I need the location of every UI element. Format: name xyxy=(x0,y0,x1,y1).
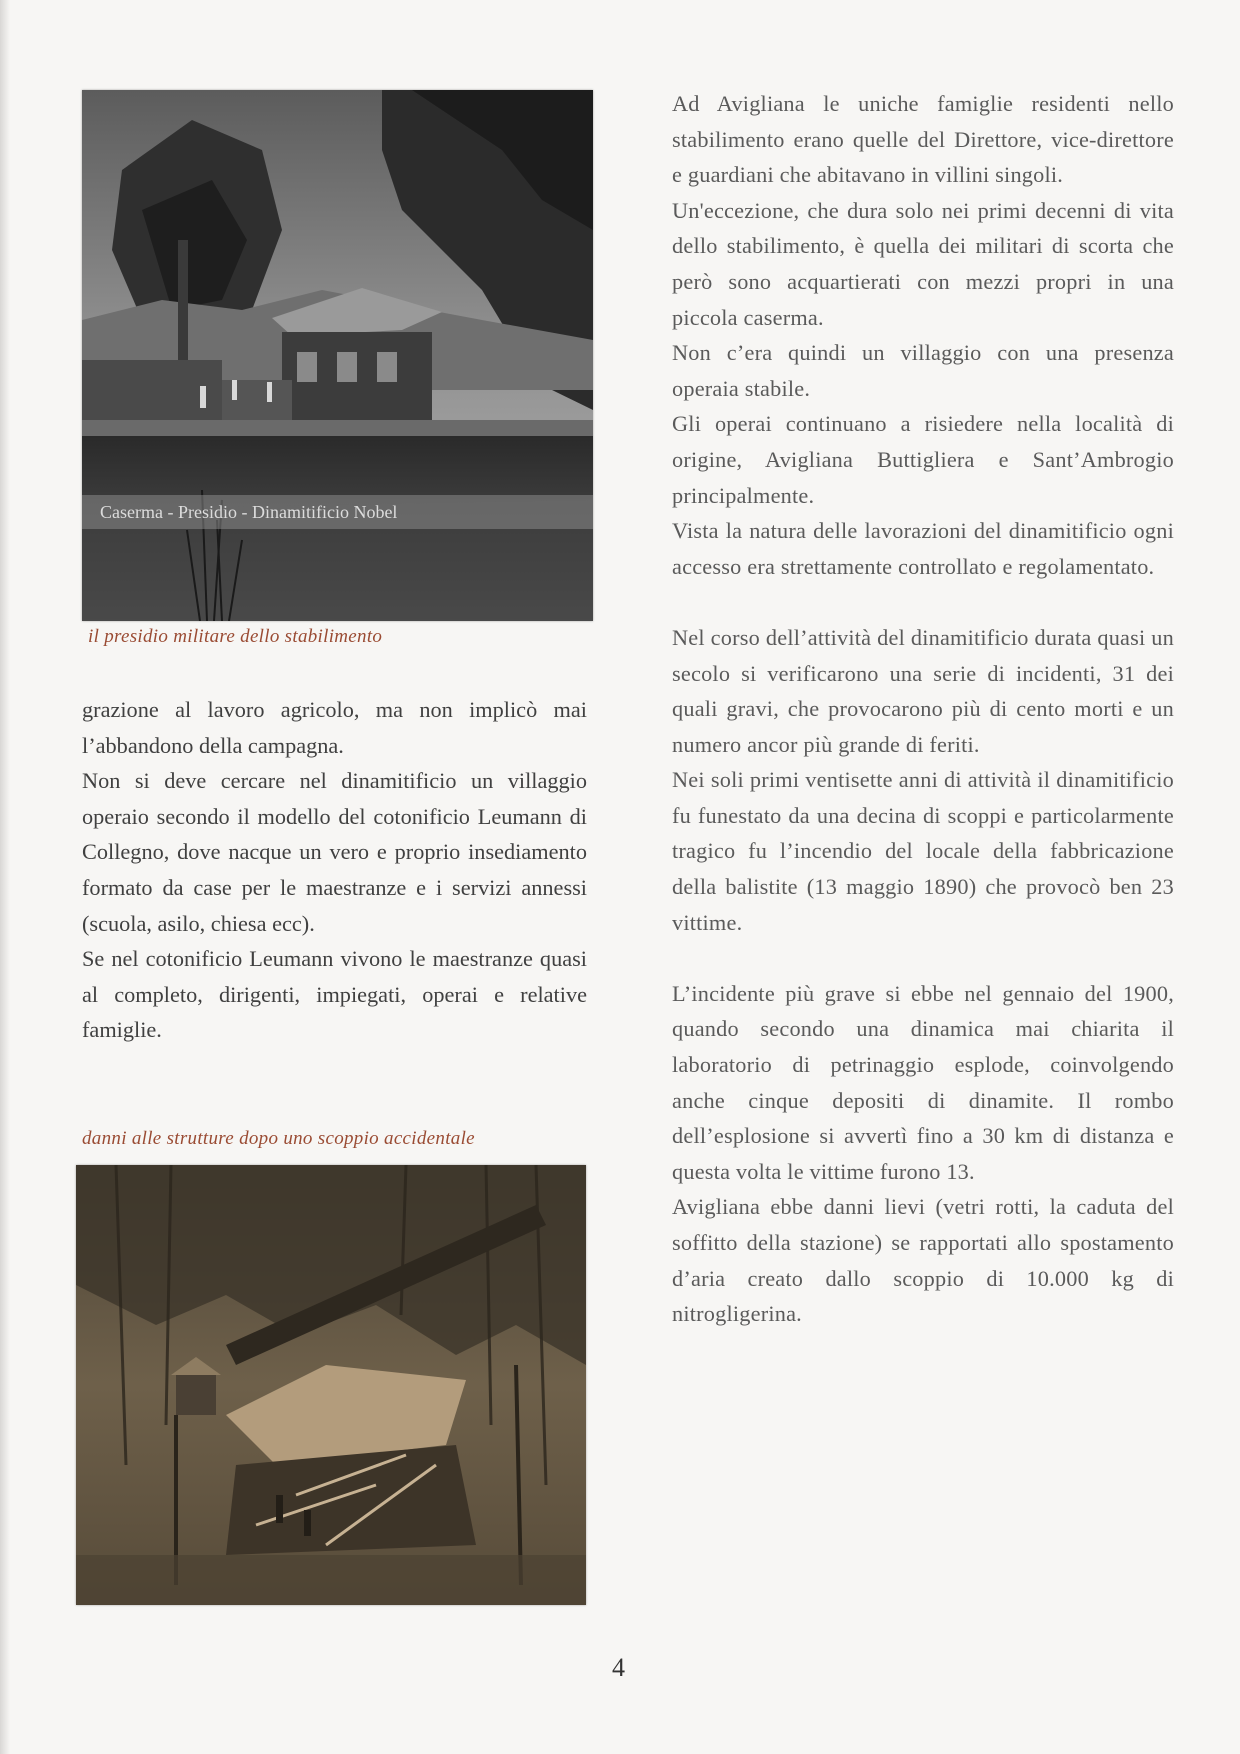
right-paragraph-3: Non c’era quindi un villaggio con una presenza operaia stabile. xyxy=(672,340,1174,401)
right-paragraph-7: Nei soli primi ventisette anni di attività il dinamitificio fu funestato da una decina di scoppi e particolarmente tragico fu l’incendio del locale della fabbricazione della balistite (13 maggio 1890) che provocò ben 23 vittime. xyxy=(672,767,1174,935)
left-paragraph-2: Non si deve cercare nel dinamitificio un villaggio operaio secondo il modello del cotonificio Leumann di Collegno, dove nacque un vero e proprio insediamento formato da case per le maestranze e i servizi annessi (scuola, asilo, chiesa ecc). xyxy=(82,768,587,936)
right-paragraph-2: Un'eccezione, che dura solo nei primi decenni di vita dello stabilimento, è quella dei militari di scorta che però sono acquartierati con mezzi propri in una piccola caserma. xyxy=(672,197,1174,330)
photo-garrison xyxy=(82,90,593,621)
right-column-text xyxy=(672,86,1174,1332)
right-paragraph-6: Nel corso dell’attività del dinamitificio durata quasi un secolo si verificarono una serie di incidenti, 31 dei quali gravi, che provocarono più di cento morti e un numero ancor più grande di feriti. xyxy=(672,624,1174,757)
photo-damage-image xyxy=(76,1165,586,1605)
photo-damage xyxy=(76,1165,586,1605)
left-column-text xyxy=(82,692,587,1048)
right-paragraph-8: L’incidente più grave si ebbe nel gennaio del 1900, quando secondo una dinamica mai chiarita il laboratorio di petrinaggio esplode, coinvolgendo anche cinque depositi di dinamite. Il rombo dell’esplosione si avvertì fino a 30 km di distanza e questa volta le vittime furono 13. xyxy=(672,980,1174,1184)
right-paragraph-9: Avigliana ebbe danni lievi (vetri rotti, la caduta del soffitto della stazione) se rapportati allo spostamento d’aria creato dallo scoppio di 10.000 kg di nitrogligerina. xyxy=(672,1194,1174,1327)
left-paragraph-3: Se nel cotonificio Leumann vivono le maestranze quasi al completo, dirigenti, impiegati, operai e relative famiglie. xyxy=(82,946,587,1043)
right-paragraph-4: Gli operai continuano a risiedere nella località di origine, Avigliana Buttigliera e Sant’Ambrogio principalmente. xyxy=(672,411,1174,508)
scan-edge-shadow xyxy=(0,0,10,1754)
left-paragraph-1: grazione al lavoro agricolo, ma non implicò mai l’abbandono della campagna. xyxy=(82,697,587,758)
right-paragraph-1: Ad Avigliana le uniche famiglie residenti nello stabilimento erano quelle del Direttore, vice-direttore e guardiani che abitavano in villini singoli. xyxy=(672,91,1174,188)
photo-embedded-label: Caserma - Presidio - Dinamitificio Nobel xyxy=(100,502,398,522)
right-paragraph-5: Vista la natura delle lavorazioni del dinamitificio ogni accesso era strettamente controllato e regolamentato. xyxy=(672,518,1174,579)
page-number: 4 xyxy=(612,1653,625,1682)
photo-garrison-image xyxy=(82,90,593,621)
caption-top: il presidio militare dello stabilimento xyxy=(88,626,383,647)
caption-bottom: danni alle strutture dopo uno scoppio accidentale xyxy=(82,1128,475,1149)
